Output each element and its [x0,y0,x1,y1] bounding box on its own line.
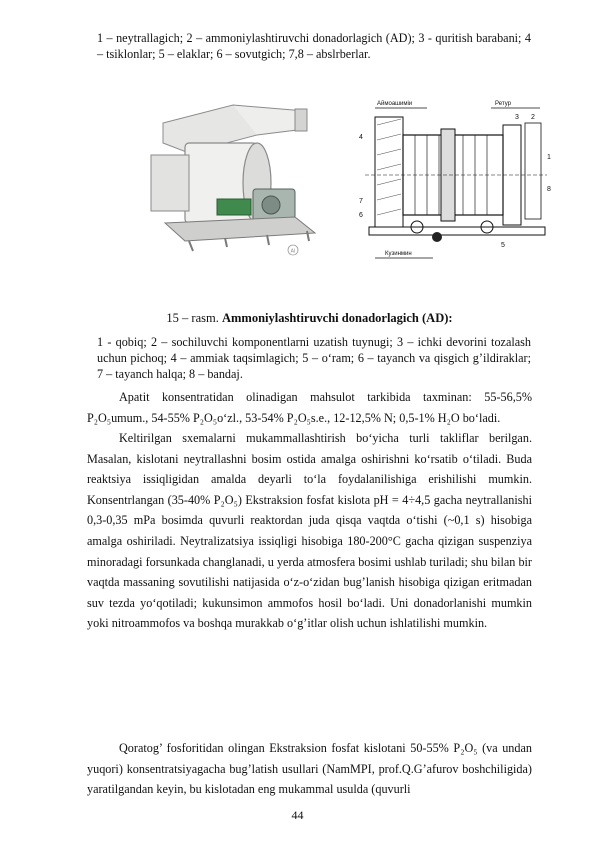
num-4: 4 [359,134,363,141]
motor-circle [432,232,442,242]
paragraph-2: Keltirilgan sxemalarni mukammallashtirish bo‘yicha turli takliflar berilgan. Masalan, kislotani neytrallashni bosim ostida amalga oshirishni ko‘rsatib o‘tiladi. Buda reaktsiya issiqligidan amalda deyarli to‘la foydalanilishiga erishilishi mumkin. Konsentrlangan (35-40% P₂O₅) Ekstraksion fosfat kislota pH = 4÷4,5 gacha neytrallanishi 0,3-0,35 mPa bosimda quvurli reaktordan juda qisqa vaqtda o‘tishi (~0,1 s) hisobiga amalga oshiriladi. Neytralizatsiya issiqligi hisobiga 180-200°C gacha qizigan suspenziya minoradagi forsunkada changlanadi, u yerda atmosfera bosimi ushlab turiladi; shu bilan bir vaqtda massaning sovutilishi natijasida o‘z-o‘zidan bug’lanish hisobiga qizigan eritmadan suv tezda yo‘qotiladi; kukunsimon ammofos hosil bo‘ladi. Uni donadorlanishi mumkin yoki nitroammofos va boshqa murakkab o‘g’itlar olish uchun ishlatilishi mumkin. [87,431,532,631]
paragraph-3: Qoratog’ fosforitidan olingan Ekstraksion fosfat kislotani 50-55% P₂O₅ (va undan yuqori) konsentratsiyagacha bug’latish usullari (NamMPI, prof.Q.G’afurov boshchiligida) yaratilgandan keyin, bu kislotadan eng mukammal usulda (quvurli [87,741,532,797]
num-6: 6 [359,212,363,219]
page-number: 44 [291,808,304,822]
num-8: 8 [547,186,551,193]
num-1: 1 [547,154,551,161]
num-5: 5 [501,242,505,249]
green-gearbox [217,199,251,215]
label-bottom: Кузинмин [385,251,412,257]
num-2: 2 [531,114,535,121]
granulator-photo [145,95,325,265]
photo-mark-label: AI [290,248,296,255]
label-top-right: Ретур [495,101,511,107]
side-housing [151,155,189,211]
caption-legend: 1 - qobiq; 2 – sochiluvchi komponentlarni uzatish tuynugi; 3 – ichki devorini tozalash uchun pichoq; 4 – ammiak taqsimlagich; 5 – o‘ram; 6 – tayanch va qisgich g’ildiraklar; 7 – tayanch halqa; 8 – bandaj. [97,335,531,381]
label-top-left: Аймоашиміи [377,101,413,107]
caption-prefix: 15 – rasm. [166,311,222,325]
num-3: 3 [515,114,519,121]
paragraph-1: Apatit konsentratidan olinadigan mahsulot tarkibida taxminan: 55-56,5% P₂O₅umum., 54-55% P₂O₅o‘zl., 53-54% P₂O₅s.e., 12-12,5% N; 0,5-1% H₂O bo‘ladi. [87,390,532,425]
top-legend: 1 – neytrallagich; 2 – ammoniylashtiruvchi donadorlagich (AD); 3 - quritish barabani; 4 – tsiklonlar; 5 – elaklar; 6 – sovutgich; 7,8 – abslrberlar. [97,31,531,61]
duct-flange [295,109,307,131]
granulator-drawing [355,95,555,265]
num-7: 7 [359,198,363,205]
motor-pulley [262,196,280,214]
caption-title: Ammoniylashtiruvchi donadorlagich (AD): [221,311,453,325]
figure-caption [87,311,532,326]
